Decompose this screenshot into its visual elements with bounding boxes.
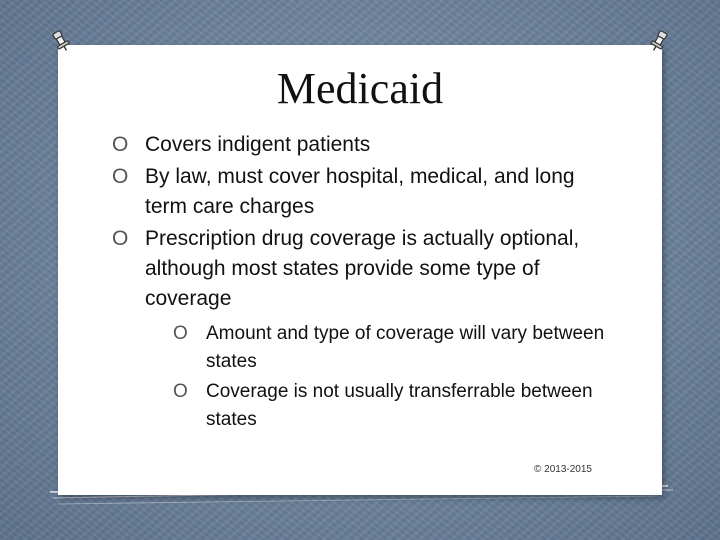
bullet-marker: O (112, 227, 129, 250)
copyright-notice: © 2013-2015 (534, 464, 592, 475)
bullet-marker: O (112, 165, 129, 188)
bullet-marker: O (173, 323, 188, 344)
bullet-item (112, 162, 612, 222)
bullet-list (112, 130, 612, 436)
sub-bullet-list (145, 320, 612, 434)
bullet-marker: O (173, 381, 188, 402)
bullet-text: By law, must cover hospital, medical, and long term care charges (145, 165, 575, 218)
sub-bullet-text: Coverage is not usually transferrable between states (206, 381, 593, 430)
sub-bullet-item (173, 320, 612, 376)
bullet-item (112, 130, 612, 160)
slide-title: Medicaid (276, 64, 444, 113)
bullet-item (112, 224, 612, 434)
bullet-text: Covers indigent patients (145, 133, 371, 156)
sub-bullet-text: Amount and type of coverage will vary between states (206, 323, 605, 372)
bullet-marker: O (112, 133, 129, 156)
sub-bullet-item (173, 378, 612, 434)
bullet-text: Prescription drug coverage is actually optional, although most states provide some type of coverage (145, 227, 580, 310)
